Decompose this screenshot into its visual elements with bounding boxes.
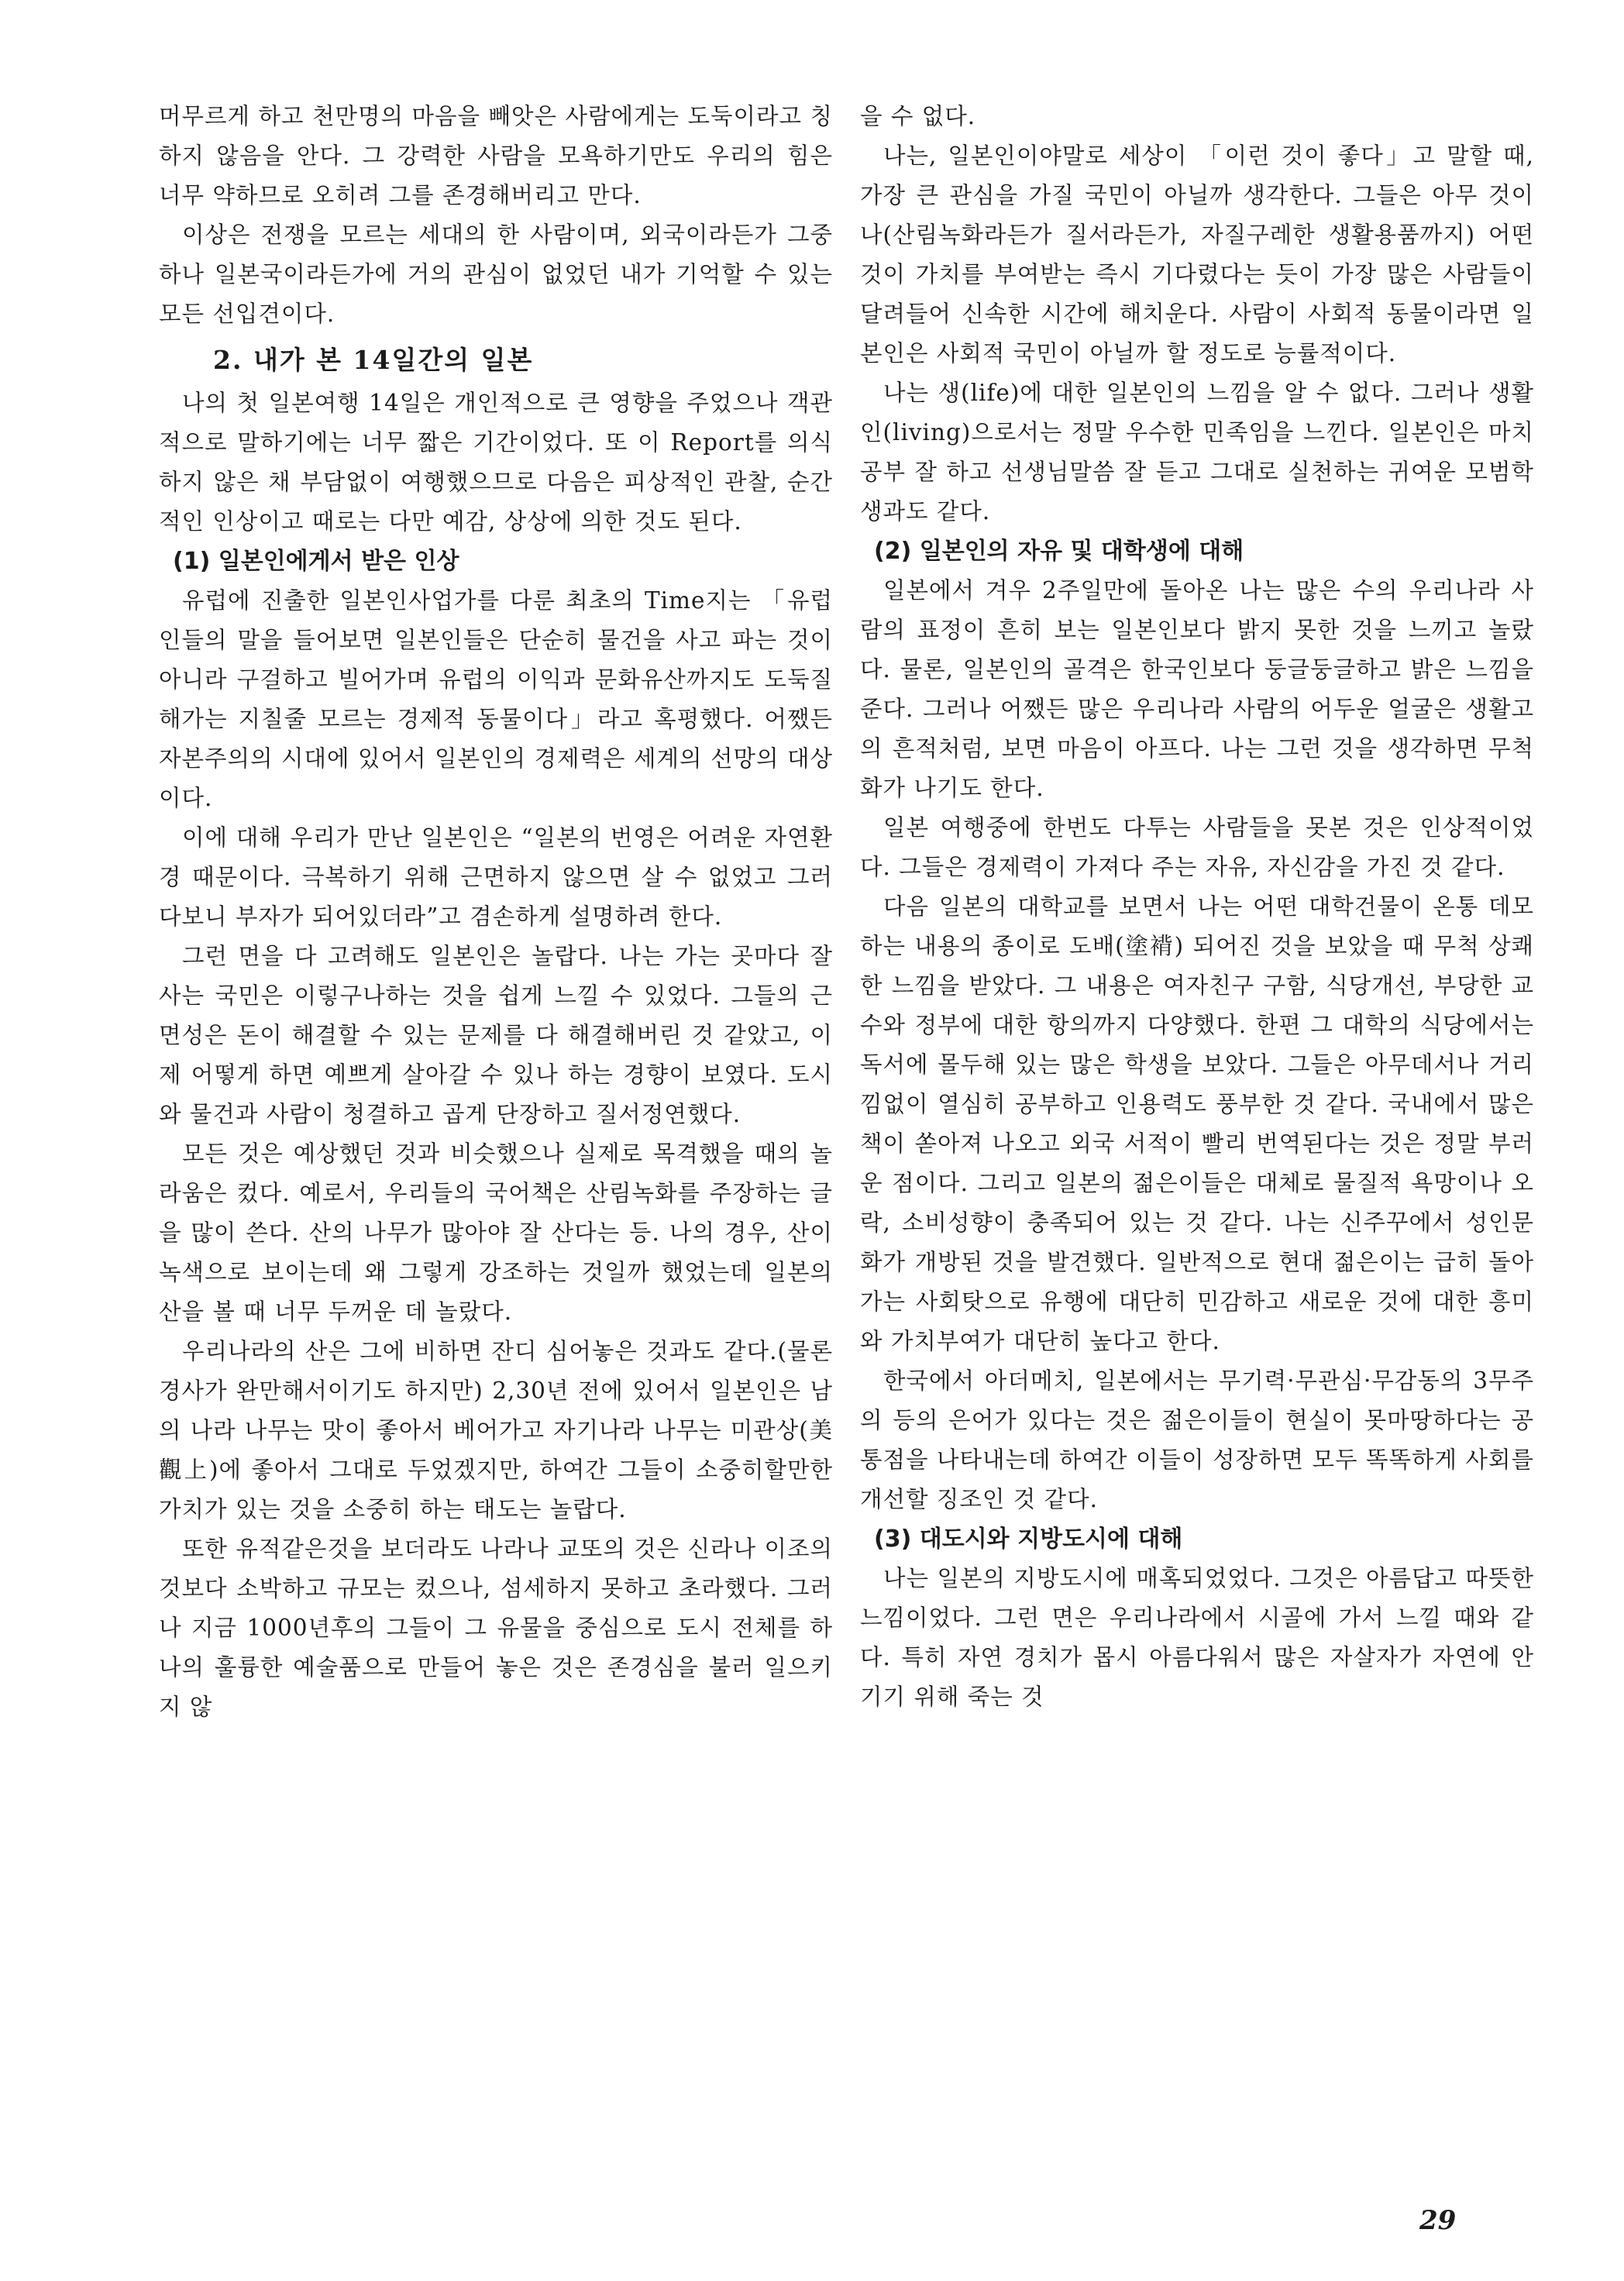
page-number: 29 xyxy=(1419,2205,1457,2236)
left-column xyxy=(159,97,833,1727)
paragraph: 머무르게 하고 천만명의 마음을 빼앗은 사람에게는 도둑이라고 칭하지 않음을 안다. 그 강력한 사람을 모욕하기만도 우리의 힘은 너무 약하므로 오히려 그를 존경해버리고 만다. xyxy=(159,103,833,208)
subsection-heading: (2) 일본인의 자유 및 대학생에 대해 xyxy=(874,538,1244,565)
paragraph: 나는 일본의 지방도시에 매혹되었었다. 그것은 아름답고 따뜻한 느낌이었다. 그런 면은 우리나라에서 시골에 가서 느낄 때와 같다. 특히 자연 경치가 몹시 아름다워서 많은 자살자가 자연에 안기기 위해 죽는 것 xyxy=(860,1565,1534,1710)
paragraph: 일본 여행중에 한번도 다투는 사람들을 못본 것은 인상적이었다. 그들은 경제력이 가져다 주는 자유, 자신감을 가진 것 같다. xyxy=(860,814,1534,880)
paragraph: 나는 생(life)에 대한 일본인의 느낌을 알 수 없다. 그러나 생활인(living)으로서는 정말 우수한 민족임을 느낀다. 일본인은 마치 공부 잘 하고 선생님말씀 잘 듣고 그대로 실천하는 귀여운 모범학생과도 같다. xyxy=(860,380,1534,525)
paragraph: 다음 일본의 대학교를 보면서 나는 어떤 대학건물이 온통 데모하는 내용의 종이로 도배(塗褙) 되어진 것을 보았을 때 무척 상쾌한 느낌을 받았다. 그 내용은 여자친구 구함, 식당개선, 부당한 교수와 정부에 대한 항의까지 다양했다. 한편 그 대학의 식당에서는 독서에 몰두해 있는 많은 학생을 보았다. 그들은 아무데서나 거리낌없이 열심히 공부하고 인용력도 풍부한 것 같다. 국내에서 많은 책이 쏟아져 나오고 외국 서적이 빨리 번역된다는 것은 정말 부러운 점이다. 그리고 일본의 젊은이들은 대체로 물질적 욕망이나 오락, 소비성향이 충족되어 있는 것 같다. 나는 신주꾸에서 성인문화가 개방된 것을 발견했다. 일반적으로 현대 젊은이는 급히 돌아가는 사회탓으로 유행에 대단히 민감하고 새로운 것에 대한 흥미와 가치부여가 대단히 높다고 한다. xyxy=(860,893,1534,1354)
paragraph: 또한 유적같은것을 보더라도 나라나 교또의 것은 신라나 이조의 것보다 소박하고 규모는 컸으나, 섬세하지 못하고 초라했다. 그러나 지금 1000년후의 그들이 그 유물을 중심으로 도시 전체를 하나의 훌륭한 예술품으로 만들어 놓은 것은 존경심을 불러 일으키지 않 xyxy=(159,1536,833,1720)
paragraph: 유럽에 진출한 일본인사업가를 다룬 최초의 Time지는 「유럽인들의 말을 들어보면 일본인들은 단순히 물건을 사고 파는 것이 아니라 구걸하고 빌어가며 유럽의 이익과 문화유산까지도 도둑질해가는 지칠줄 모르는 경제적 동물이다」라고 혹평했다. 어쨌든 자본주의의 시대에 있어서 일본인의 경제력은 세계의 선망의 대상이다. xyxy=(159,587,833,811)
paragraph: 일본에서 겨우 2주일만에 돌아온 나는 많은 수의 우리나라 사람의 표정이 흔히 보는 일본인보다 밝지 못한 것을 느끼고 놀랐다. 물론, 일본인의 골격은 한국인보다 둥글둥글하고 밝은 느낌을 준다. 그러나 어쨌든 많은 우리나라 사람의 어두운 얼굴은 생활고의 흔적처럼, 보면 마음이 아프다. 나는 그런 것을 생각하면 무척 화가 나기도 한다. xyxy=(860,577,1534,801)
paragraph: 이상은 전쟁을 모르는 세대의 한 사람이며, 외국이라든가 그중 하나 일본국이라든가에 거의 관심이 없었던 내가 기억할 수 있는 모든 선입견이다. xyxy=(159,222,833,327)
paragraph: 한국에서 아더메치, 일본에서는 무기력·무관심·무감동의 3무주의 등의 은어가 있다는 것은 젊은이들이 현실이 못마땅하다는 공통점을 나타내는데 하여간 이들이 성장하면 모두 똑똑하게 사회를 개선할 징조인 것 같다. xyxy=(860,1368,1534,1512)
paragraph: 을 수 없다. xyxy=(860,103,976,129)
subsection-heading: (3) 대도시와 지방도시에 대해 xyxy=(874,1526,1183,1553)
paragraph: 이에 대해 우리가 만난 일본인은 “일본의 번영은 어려운 자연환경 때문이다. 극복하기 위해 근면하지 않으면 살 수 없었고 그러다보니 부자가 되어있더라”고 겸손하게 설명하려 한다. xyxy=(159,824,833,930)
paragraph: 나의 첫 일본여행 14일은 개인적으로 큰 영향을 주었으나 객관적으로 말하기에는 너무 짧은 기간이었다. 또 이 Report를 의식하지 않은 채 부담없이 여행했으므로 다음은 피상적인 관찰, 순간적인 인상이고 때로는 다만 예감, 상상에 의한 것도 된다. xyxy=(159,390,833,535)
paragraph: 그런 면을 다 고려해도 일본인은 놀랍다. 나는 가는 곳마다 잘 사는 국민은 이렇구나하는 것을 쉽게 느낄 수 있었다. 그들의 근면성은 돈이 해결할 수 있는 문제를 다 해결해버린 것 같았고, 이제 어떻게 하면 예쁘게 살아갈 수 있나 하는 경향이 보였다. 도시와 물건과 사람이 청결하고 곱게 단장하고 질서정연했다. xyxy=(159,943,833,1127)
section-heading: 2. 내가 본 14일간의 일본 xyxy=(213,345,534,375)
paragraph: 나는, 일본인이야말로 세상이 「이런 것이 좋다」고 말할 때, 가장 큰 관심을 가질 국민이 아닐까 생각한다. 그들은 아무 것이나(산림녹화라든가 질서라든가, 자질구레한 생활용품까지) 어떤 것이 가치를 부여받는 즉시 기다렸다는 듯이 가장 많은 사람들이 달려들어 신속한 시간에 해치운다. 사람이 사회적 동물이라면 일본인은 사회적 국민이 아닐까 할 정도로 능률적이다. xyxy=(860,143,1534,366)
right-column xyxy=(860,97,1534,1717)
paragraph: 우리나라의 산은 그에 비하면 잔디 심어놓은 것과도 같다.(물론 경사가 완만해서이기도 하지만) 2,30년 전에 있어서 일본인은 남의 나라 나무는 맛이 좋아서 베어가고 자기나라 나무는 미관상(美觀上)에 좋아서 그대로 두었겠지만, 하여간 그들이 소중히할만한 가치가 있는 것을 소중히 하는 태도는 놀랍다. xyxy=(159,1338,833,1522)
paragraph: 모든 것은 예상했던 것과 비슷했으나 실제로 목격했을 때의 놀라움은 컸다. 예로서, 우리들의 국어책은 산림녹화를 주장하는 글을 많이 쓴다. 산의 나무가 많아야 잘 산다는 등. 나의 경우, 산이 녹색으로 보이는데 왜 그렇게 강조하는 것일까 했었는데 일본의 산을 볼 때 너무 두꺼운 데 놀랐다. xyxy=(159,1140,833,1325)
subsection-heading: (1) 일본인에게서 받은 인상 xyxy=(173,548,459,575)
